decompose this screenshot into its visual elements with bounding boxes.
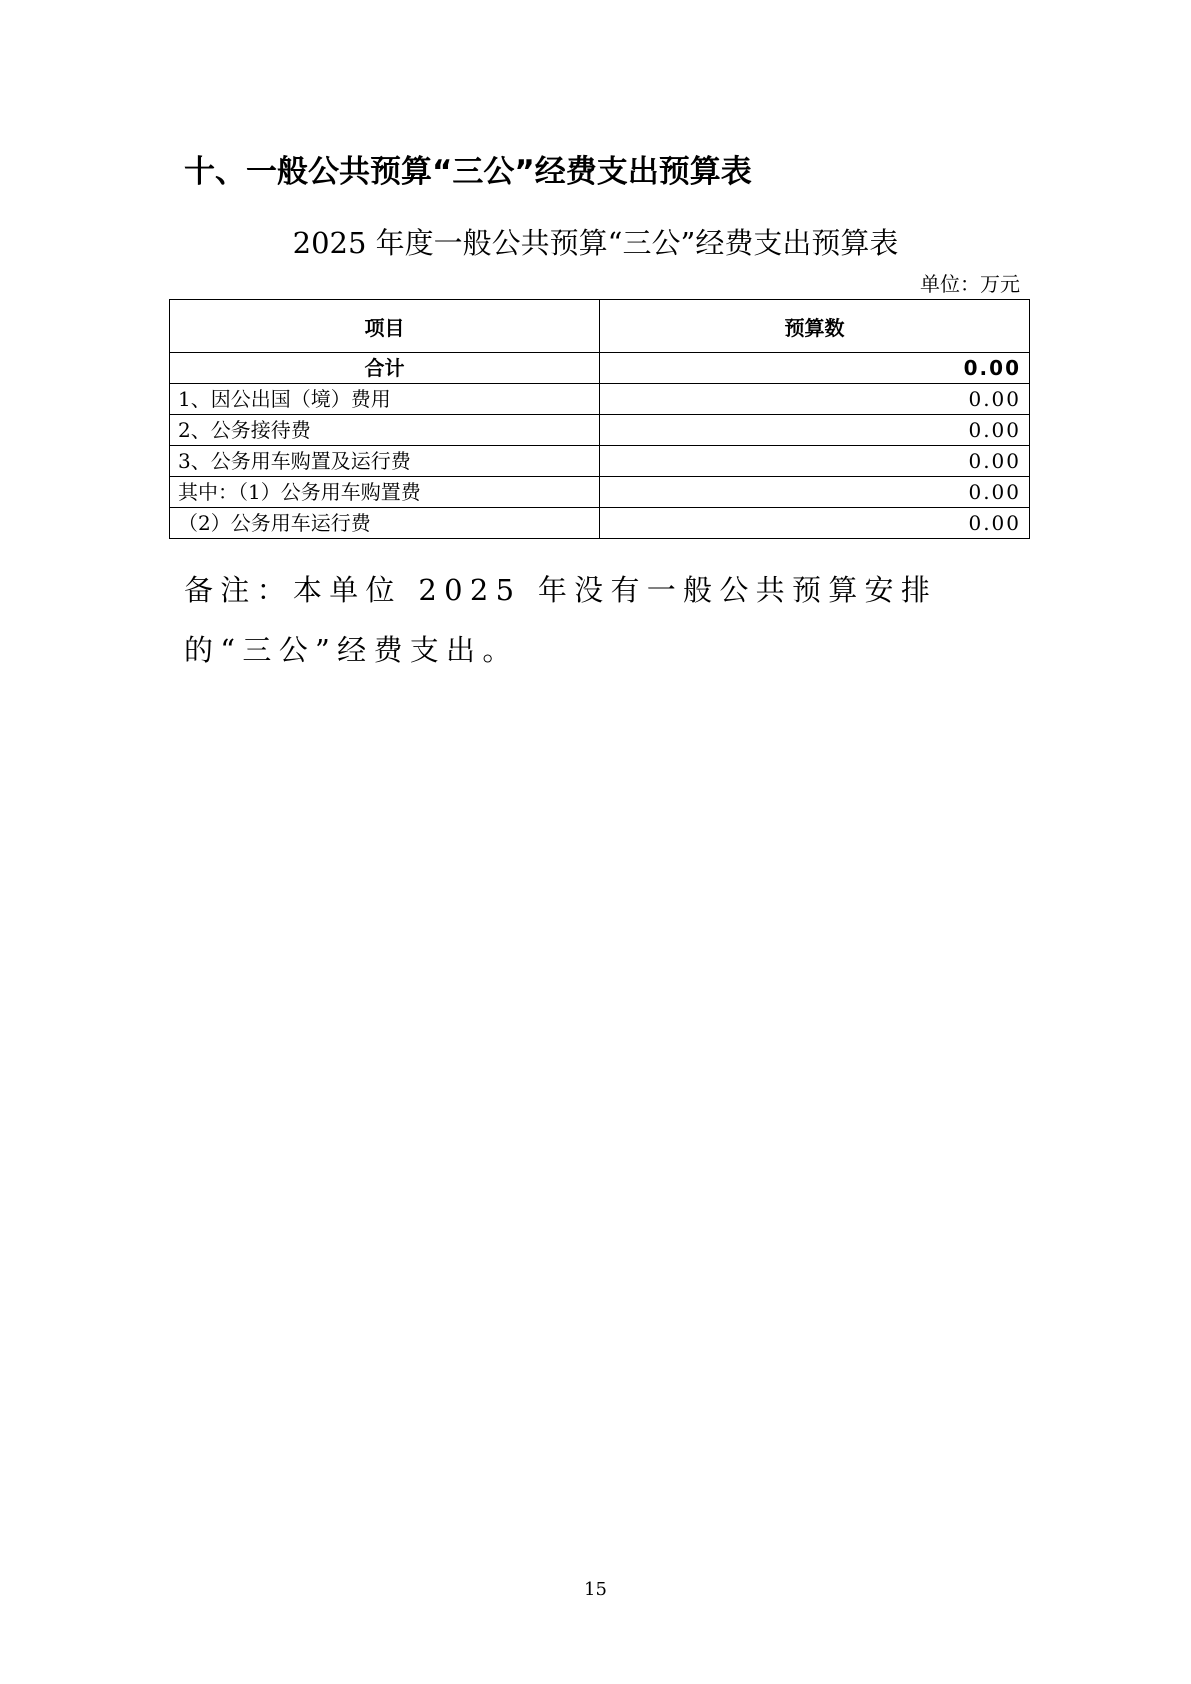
row-item: （2）公务用车运行费 <box>170 508 600 539</box>
row-amount: 0.00 <box>600 477 1030 508</box>
page-number: 15 <box>584 1579 607 1600</box>
row-amount: 0.00 <box>600 353 1030 384</box>
row-item: 3、公务用车购置及运行费 <box>170 446 600 477</box>
table-row <box>170 446 1030 477</box>
row-item: 2、公务接待费 <box>170 415 600 446</box>
row-item: 其中：（1）公务用车购置费 <box>170 477 600 508</box>
table-row <box>170 384 1030 415</box>
budget-note: 备注：本单位 2025 年没有一般公共预算安排的“三公”经费支出。 <box>184 573 938 667</box>
row-amount: 0.00 <box>600 446 1030 477</box>
unit-label: 单位：万元 <box>920 272 1020 296</box>
table-row <box>170 477 1030 508</box>
table-row <box>170 415 1030 446</box>
row-amount: 0.00 <box>600 508 1030 539</box>
table-header-row <box>170 300 1030 353</box>
table-title: 2025 年度一般公共预算“三公”经费支出预算表 <box>292 226 899 260</box>
row-amount: 0.00 <box>600 415 1030 446</box>
table-row <box>170 508 1030 539</box>
row-item: 1、因公出国（境）费用 <box>170 384 600 415</box>
row-amount: 0.00 <box>600 384 1030 415</box>
row-item: 合计 <box>170 353 600 384</box>
header-item: 项目 <box>170 300 600 353</box>
table-row-total <box>170 353 1030 384</box>
budget-table <box>169 299 1030 539</box>
header-amount: 预算数 <box>600 300 1030 353</box>
section-heading: 十、一般公共预算“三公”经费支出预算表 <box>184 154 752 190</box>
